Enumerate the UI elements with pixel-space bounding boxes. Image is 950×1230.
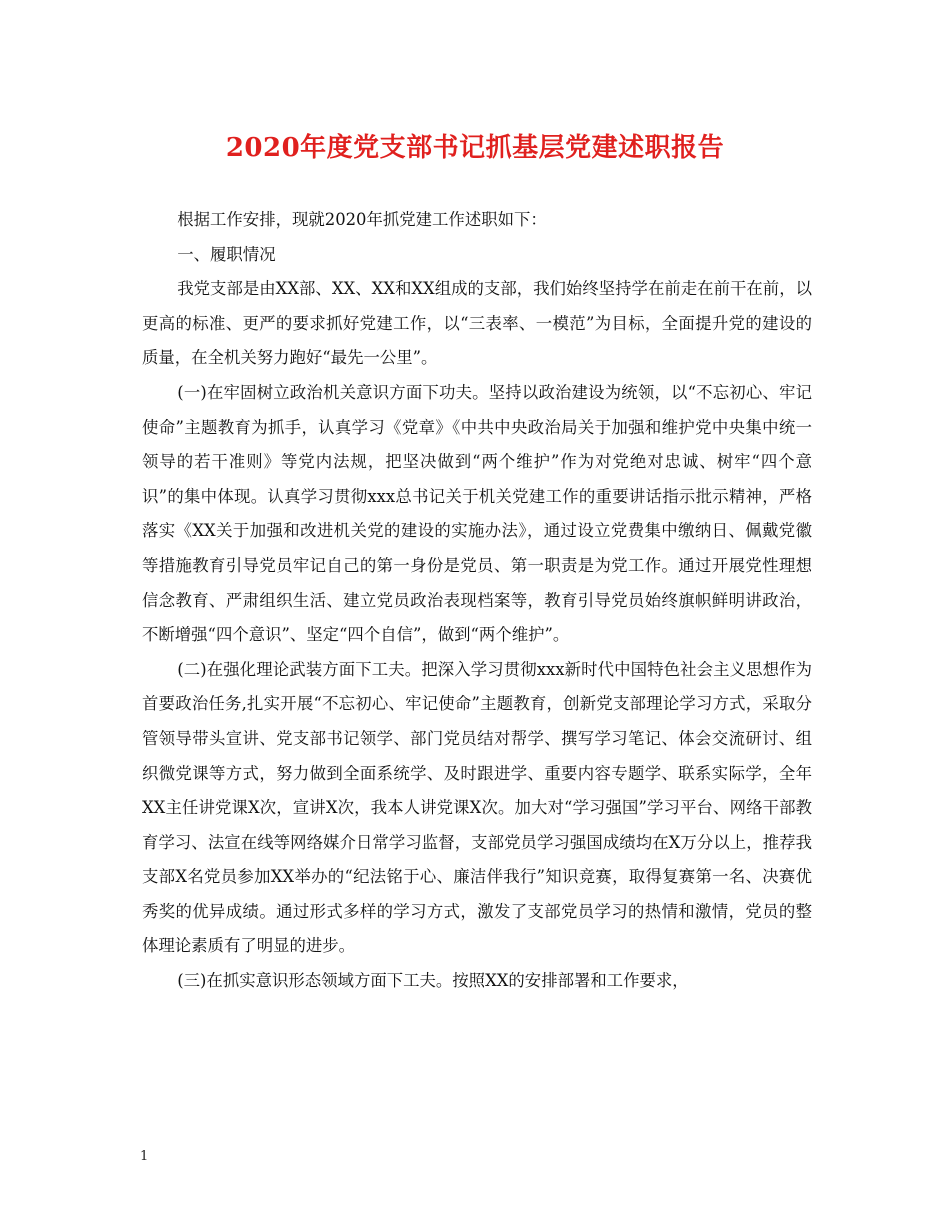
body-paragraph: 我党支部是由XX部、XX、XX和XX组成的支部，我们始终坚持学在前走在前干在前，以更高的标准、更严的要求抓好党建工作，以“三表率、一模范”为目标，全面提升党的建设的质量，在全机关努力跑好“最先一公里”。 [142, 279, 812, 368]
section-heading: 一、履职情况 [177, 244, 276, 264]
document-title: 2020年度党支部书记抓基层党建述职报告 [225, 133, 725, 163]
body-paragraph: (二)在强化理论武装方面下工夫。把深入学习贯彻xxx新时代中国特色社会主义思想作为首要政治任务,扎实开展“不忘初心、牢记使命”主题教育，创新党支部理论学习方式，采取分管领导带头宣讲、党支部书记领学、部门党员结对帮学、撰写学习笔记、体会交流研讨、组织微党课等方式，努力做到全面系统学、及时跟进学、重要内容专题学、联系实际学，全年XX主任讲党课X次，宣讲X次，我本人讲党课X次。加大对“学习强国”学习平台、网络干部教育学习、法宣在线等网络媒介日常学习监督，支部党员学习强国成绩均在X万分以上，推荐我支部X名党员参加XX举办的“纪法铭于心、廉洁伴我行”知识竞赛，取得复赛第一名、决赛优秀奖的优异成绩。通过形式多样的学习方式，激发了支部党员学习的热情和激情，党员的整体理论素质有了明显的进步。 [142, 659, 812, 956]
body-paragraph: (一)在牢固树立政治机关意识方面下功夫。坚持以政治建设为统领，以“不忘初心、牢记使命”主题教育为抓手，认真学习《党章》《中共中央政治局关于加强和维护党中央集中统一领导的若干准则》等党内法规，把坚决做到“两个维护”作为对党绝对忠诚、树牢“四个意识”的集中体现。认真学习贯彻xxx总书记关于机关党建工作的重要讲话指示批示精神，严格落实《XX关于加强和改进机关党的建设的实施办法》，通过设立党费集中缴纳日、佩戴党徽等措施教育引导党员牢记自己的第一身份是党员、第一职责是为党工作。通过开展党性理想信念教育、严肃组织生活、建立党员政治表现档案等，教育引导党员始终旗帜鲜明讲政治，不断增强“四个意识”、坚定“四个自信”，做到“两个维护”。 [142, 382, 812, 645]
body-paragraph: (三)在抓实意识形态领域方面下工夫。按照XX的安排部署和工作要求， [177, 971, 689, 991]
intro-paragraph: 根据工作安排，现就2020年抓党建工作述职如下： [177, 210, 547, 229]
page-number: 1 [140, 1149, 149, 1164]
document-body [142, 203, 812, 999]
